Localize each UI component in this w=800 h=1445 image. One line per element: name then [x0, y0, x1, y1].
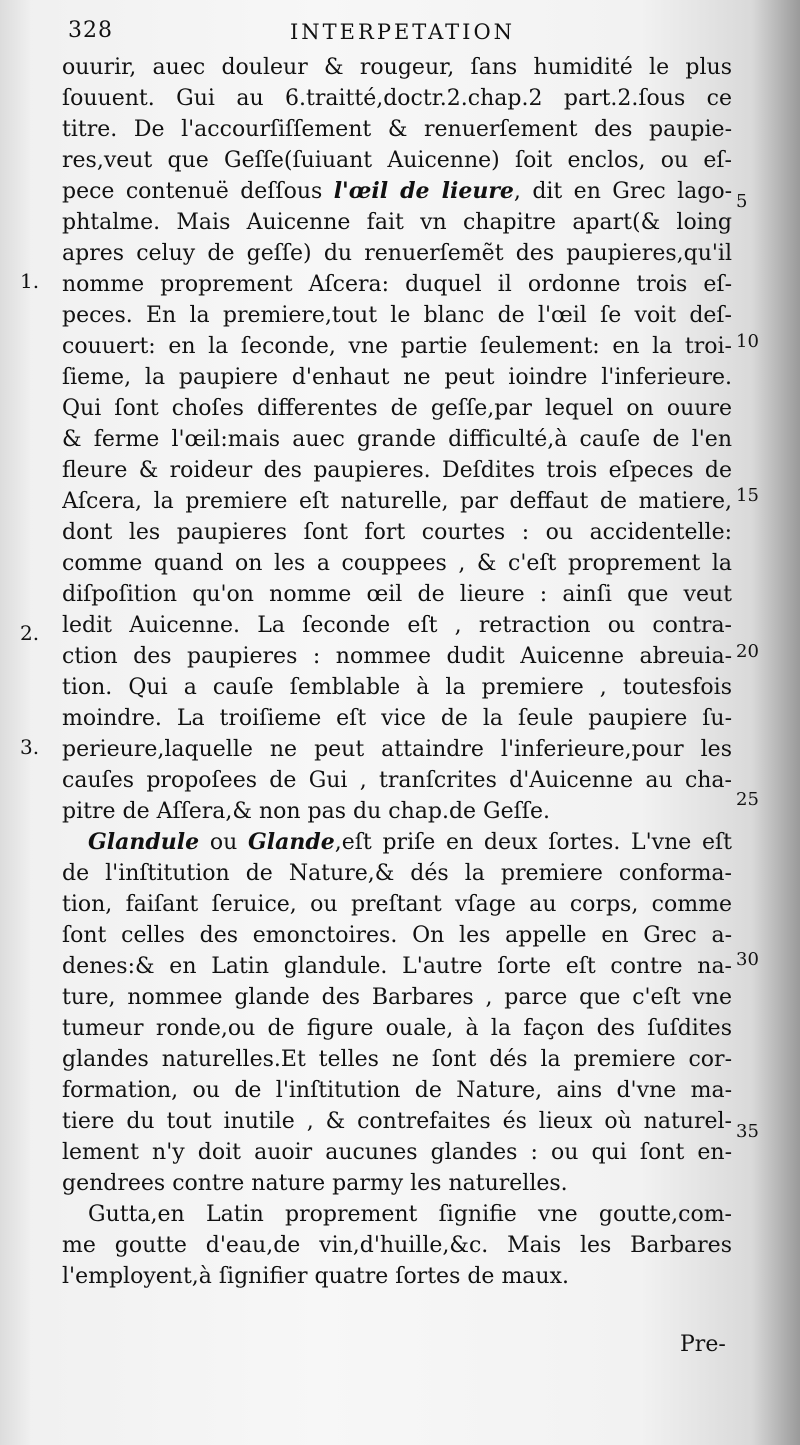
- text-segment: moindre. La troiſieme eſt vice de la ſeule paupiere ſu-: [62, 706, 732, 731]
- text-segment: peces. En la premiere,tout le blanc de l'œil ſe voit deſ-: [62, 303, 732, 328]
- text-line: [62, 331, 732, 362]
- text-segment: ,eſt priſe en deux ſortes. L'vne eſt: [334, 830, 732, 855]
- text-segment: l'employent,à ſignifier quatre ſortes de maux.: [62, 1264, 569, 1289]
- text-segment: pece contenuë deſſous: [62, 179, 334, 204]
- line-number: 15: [736, 485, 759, 506]
- text-segment: cauſes propoſees de Gui , tranſcrites d'Auicenne au cha-: [62, 768, 732, 793]
- text-line: [62, 734, 732, 765]
- text-segment: & ferme l'œil:mais auec grande difficulté,à cauſe de l'en: [62, 427, 732, 452]
- running-header: [60, 14, 740, 48]
- text-line: [62, 176, 732, 207]
- text-segment: , dit en Grec lago-: [513, 179, 732, 204]
- text-segment: comme quand on les a couppees , & c'eſt proprement la: [62, 551, 732, 576]
- text-line: [62, 1137, 732, 1168]
- text-segment: ſouuent. Gui au 6.traitté,doctr.2.chap.2 part.2.ſous ce: [62, 86, 732, 111]
- text-segment: nomme proprement Aſcera: duquel il ordonne trois eſ-: [62, 272, 732, 297]
- text-line: [62, 393, 732, 424]
- text-segment: tumeur ronde,ou de figure ouale, à la façon des ſuſdites: [62, 1016, 732, 1041]
- text-segment: de l'inſtitution de Nature,& dés la premiere conforma-: [62, 861, 732, 886]
- section-marker: 3.: [20, 735, 40, 759]
- text-segment: couuert: en la ſeconde, vne partie ſeulement: en la troi-: [62, 334, 732, 359]
- text-line: [62, 83, 732, 114]
- line-number: 10: [736, 331, 759, 352]
- text-segment: tion, faiſant ſeruice, ou preſtant vſage au corps, comme: [62, 892, 732, 917]
- italic-term: l'œil de lieure: [333, 178, 514, 204]
- text-segment: diſpoſition qu'on nomme œil de lieure : ainſi que veut: [62, 582, 732, 607]
- text-line: [62, 920, 732, 951]
- catchword: Pre-: [680, 1332, 726, 1357]
- text-line: [62, 486, 732, 517]
- text-line: [62, 548, 732, 579]
- text-segment: ou: [199, 830, 248, 855]
- text-segment: tion. Qui a cauſe ſemblable à la premiere , toutesfois: [62, 675, 732, 700]
- text-segment: gendrees contre nature parmy les naturelles.: [62, 1171, 568, 1196]
- text-line: [62, 796, 732, 827]
- text-segment: perieure,laquelle ne peut attaindre l'inferieure,pour les: [62, 737, 732, 762]
- text-line: [62, 238, 732, 269]
- text-segment: ſieme, la paupiere d'enhaut ne peut ioindre l'inferieure.: [62, 365, 732, 390]
- text-line: [62, 765, 732, 796]
- text-line: [62, 858, 732, 889]
- text-segment: apres celuy de geſſe) du renuerſemẽt des paupieres,qu'il: [62, 241, 732, 266]
- text-line: [62, 889, 732, 920]
- text-line: [62, 1075, 732, 1106]
- line-number: 20: [736, 641, 759, 662]
- text-line: [62, 424, 732, 455]
- text-line: [62, 579, 732, 610]
- text-segment: glandes naturelles.Et telles ne ſont dés la premiere cor-: [62, 1047, 732, 1072]
- italic-term: Glandule: [88, 829, 200, 855]
- text-line: [62, 114, 732, 145]
- text-line: [62, 1106, 732, 1137]
- italic-term: Glande: [247, 829, 335, 855]
- text-line: [62, 1230, 732, 1261]
- text-segment: ture, nommee glande des Barbares , parce que c'eſt vne: [62, 985, 732, 1010]
- page-gutter: [0, 0, 30, 1445]
- text-line: [62, 1013, 732, 1044]
- text-line: [62, 703, 732, 734]
- text-segment: titre. De l'accourſiſſement & renuerſement des paupie-: [62, 117, 732, 142]
- text-segment: Aſcera, la premiere eſt naturelle, par deffaut de matiere,: [62, 489, 732, 514]
- text-segment: phtalme. Mais Auicenne fait vn chapitre apart(& loing: [62, 210, 732, 235]
- text-segment: ouurir, auec douleur & rougeur, ſans humidité le plus: [62, 55, 732, 80]
- text-segment: tiere du tout inutile , & contrefaites és lieux où naturel-: [62, 1109, 732, 1134]
- line-number: 35: [736, 1121, 759, 1142]
- text-segment: Qui ſont choſes differentes de geſſe,par lequel on ouure: [62, 396, 732, 421]
- text-line: [62, 52, 732, 83]
- text-segment: dont les paupieres ſont fort courtes : ou accidentelle:: [62, 520, 732, 545]
- text-line: [62, 1261, 732, 1292]
- section-marker: 1.: [20, 269, 40, 293]
- running-title: INTERPETATION: [290, 20, 516, 44]
- page-number: 328: [68, 18, 113, 43]
- text-line: [62, 610, 732, 641]
- line-number: 5: [736, 191, 748, 212]
- text-line: [62, 207, 732, 238]
- text-segment: formation, ou de l'inſtitution de Nature, ains d'vne ma-: [62, 1078, 732, 1103]
- text-line: [62, 362, 732, 393]
- text-line: [62, 672, 732, 703]
- text-line: [62, 827, 732, 858]
- text-line: [62, 641, 732, 672]
- text-line: [62, 269, 732, 300]
- text-line: [62, 1168, 732, 1199]
- text-line: [62, 517, 732, 548]
- text-segment: denes:& en Latin glandule. L'autre ſorte eſt contre na-: [62, 954, 732, 979]
- text-segment: me goutte d'eau,de vin,d'huille,&c. Mais les Barbares: [62, 1233, 732, 1258]
- text-line: [62, 300, 732, 331]
- text-segment: pitre de Aſſera,& non pas du chap.de Geſſe.: [62, 799, 550, 824]
- text-line: [62, 1044, 732, 1075]
- text-segment: lement n'y doit auoir aucunes glandes : ou qui ſont en-: [62, 1140, 732, 1165]
- text-segment: ſont celles des emonctoires. On les appelle en Grec a-: [62, 923, 732, 948]
- section-marker: 2.: [20, 621, 40, 645]
- text-segment: ction des paupieres : nommee dudit Auicenne abreuia-: [62, 644, 732, 669]
- text-segment: fleure & roideur des paupieres. Deſdites trois eſpeces de: [62, 458, 732, 483]
- text-line: [62, 455, 732, 486]
- text-line: [62, 1199, 732, 1230]
- text-segment: ledit Auicenne. La ſeconde eſt , retraction ou contra-: [62, 613, 732, 638]
- text-segment: Gutta,en Latin proprement ſignifie vne goutte,com-: [88, 1202, 732, 1227]
- line-number: 30: [736, 949, 759, 970]
- text-line: [62, 951, 732, 982]
- text-segment: res,veut que Geſſe(ſuiuant Auicenne) ſoit enclos, ou eſ-: [62, 148, 732, 173]
- text-line: [62, 145, 732, 176]
- text-line: [62, 982, 732, 1013]
- line-number: 25: [736, 789, 759, 810]
- body-text: [62, 52, 732, 1292]
